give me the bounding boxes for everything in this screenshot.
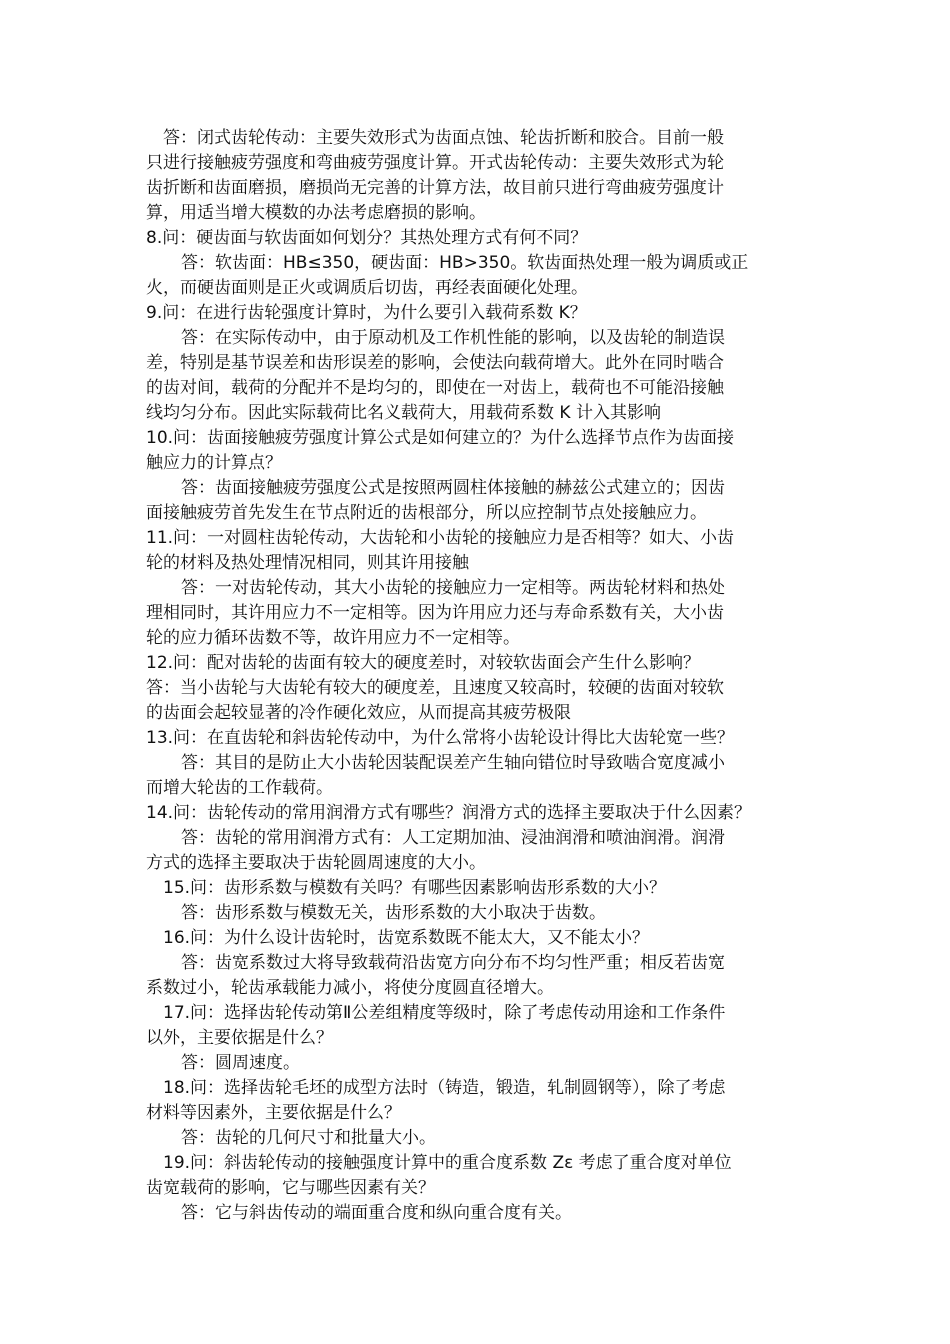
question-18-line-2: 材料等因素外，主要依据是什么？ xyxy=(146,1103,401,1123)
answer-10-line-2: 面接触疲劳首先发生在节点附近的齿根部分，所以应控制节点处接触应力。 xyxy=(146,503,707,523)
answer-7-line-3: 齿折断和齿面磨损，磨损尚无完善的计算方法，故目前只进行弯曲疲劳强度计 xyxy=(146,178,724,198)
answer-15: 答：齿形系数与模数无关，齿形系数的大小取决于齿数。 xyxy=(181,903,606,923)
question-9: 9.问：在进行齿轮强度计算时，为什么要引入载荷系数 K？ xyxy=(146,303,587,323)
question-15: 15.问：齿形系数与模数有关吗？有哪些因素影响齿形系数的大小？ xyxy=(163,878,667,898)
answer-14-line-2: 方式的选择主要取决于齿轮圆周速度的大小。 xyxy=(146,853,486,873)
answer-9-line-3: 的齿对间，载荷的分配并不是均匀的，即使在一对齿上，载荷也不可能沿接触 xyxy=(146,378,724,398)
question-13: 13.问：在直齿轮和斜齿轮传动中，为什么常将小齿轮设计得比大齿轮宽一些？ xyxy=(146,728,735,748)
question-11-line-2: 轮的材料及热处理情况相同，则其许用接触 xyxy=(146,553,469,573)
answer-7-line-1: 答：闭式齿轮传动：主要失效形式为齿面点蚀、轮齿折断和胶合。目前一般 xyxy=(163,128,724,148)
answer-13-line-2: 而增大轮齿的工作载荷。 xyxy=(146,778,333,798)
question-8: 8.问：硬齿面与软齿面如何划分？其热处理方式有何不同？ xyxy=(146,228,588,248)
answer-11-line-1: 答：一对齿轮传动，其大小齿轮的接触应力一定相等。两齿轮材料和热处 xyxy=(181,578,725,598)
question-17-line-2: 以外，主要依据是什么？ xyxy=(146,1028,333,1048)
question-19-line-1: 19.问：斜齿轮传动的接触强度计算中的重合度系数 Zε 考虑了重合度对单位 xyxy=(163,1153,732,1173)
question-19-line-2: 齿宽载荷的影响，它与哪些因素有关？ xyxy=(146,1178,435,1198)
answer-13-line-1: 答：其目的是防止大小齿轮因装配误差产生轴向错位时导致啮合宽度减小 xyxy=(181,753,725,773)
answer-7-line-2: 只进行接触疲劳强度和弯曲疲劳强度计算。开式齿轮传动：主要失效形式为轮 xyxy=(146,153,724,173)
question-11-line-1: 11.问：一对圆柱齿轮传动，大齿轮和小齿轮的接触应力是否相等？如大、小齿 xyxy=(146,528,735,548)
answer-7-line-4: 算，用适当增大模数的办法考虑磨损的影响。 xyxy=(146,203,486,223)
answer-11-line-3: 轮的应力循环齿数不等，故许用应力不一定相等。 xyxy=(146,628,520,648)
answer-19: 答：它与斜齿传动的端面重合度和纵向重合度有关。 xyxy=(181,1203,572,1223)
question-16: 16.问：为什么设计齿轮时，齿宽系数既不能太大，又不能太小？ xyxy=(163,928,650,948)
answer-9-line-2: 差，特别是基节误差和齿形误差的影响，会使法向载荷增大。此外在同时啮合 xyxy=(146,353,724,373)
answer-16-line-1: 答：齿宽系数过大将导致载荷沿齿宽方向分布不均匀性严重；相反若齿宽 xyxy=(181,953,725,973)
question-10-line-2: 触应力的计算点？ xyxy=(146,453,282,473)
answer-17: 答：圆周速度。 xyxy=(181,1053,300,1073)
answer-14-line-1: 答：齿轮的常用润滑方式有：人工定期加油、浸油润滑和喷油润滑。润滑 xyxy=(181,828,725,848)
answer-9-line-1: 答：在实际传动中，由于原动机及工作机性能的影响，以及齿轮的制造误 xyxy=(181,328,725,348)
answer-8-line-1: 答：软齿面：HB≤350，硬齿面：HB>350。软齿面热处理一般为调质或正 xyxy=(181,253,749,273)
answer-18: 答：齿轮的几何尺寸和批量大小。 xyxy=(181,1128,436,1148)
question-18-line-1: 18.问：选择齿轮毛坯的成型方法时（铸造，锻造，轧制圆钢等），除了考虑 xyxy=(163,1078,726,1098)
answer-9-line-4: 线均匀分布。因此实际载荷比名义载荷大，用载荷系数 K 计入其影响 xyxy=(146,403,661,423)
question-17-line-1: 17.问：选择齿轮传动第Ⅱ公差组精度等级时，除了考虑传动用途和工作条件 xyxy=(163,1003,726,1023)
answer-11-line-2: 理相同时，其许用应力不一定相等。因为许用应力还与寿命系数有关，大小齿 xyxy=(146,603,724,623)
answer-12-line-2: 的齿面会起较显著的冷作硬化效应，从而提高其疲劳极限 xyxy=(146,703,571,723)
answer-8-line-2: 火，而硬齿面则是正火或调质后切齿，再经表面硬化处理。 xyxy=(146,278,588,298)
answer-12-line-1: 答：当小齿轮与大齿轮有较大的硬度差，且速度又较高时，较硬的齿面对较软 xyxy=(146,678,724,698)
question-14: 14.问：齿轮传动的常用润滑方式有哪些？润滑方式的选择主要取决于什么因素？ xyxy=(146,803,752,823)
answer-10-line-1: 答：齿面接触疲劳强度公式是按照两圆柱体接触的赫兹公式建立的；因齿 xyxy=(181,478,725,498)
question-10-line-1: 10.问：齿面接触疲劳强度计算公式是如何建立的？为什么选择节点作为齿面接 xyxy=(146,428,735,448)
answer-16-line-2: 系数过小，轮齿承载能力减小，将使分度圆直径增大。 xyxy=(146,978,554,998)
question-12: 12.问：配对齿轮的齿面有较大的硬度差时，对较软齿面会产生什么影响？ xyxy=(146,653,701,673)
